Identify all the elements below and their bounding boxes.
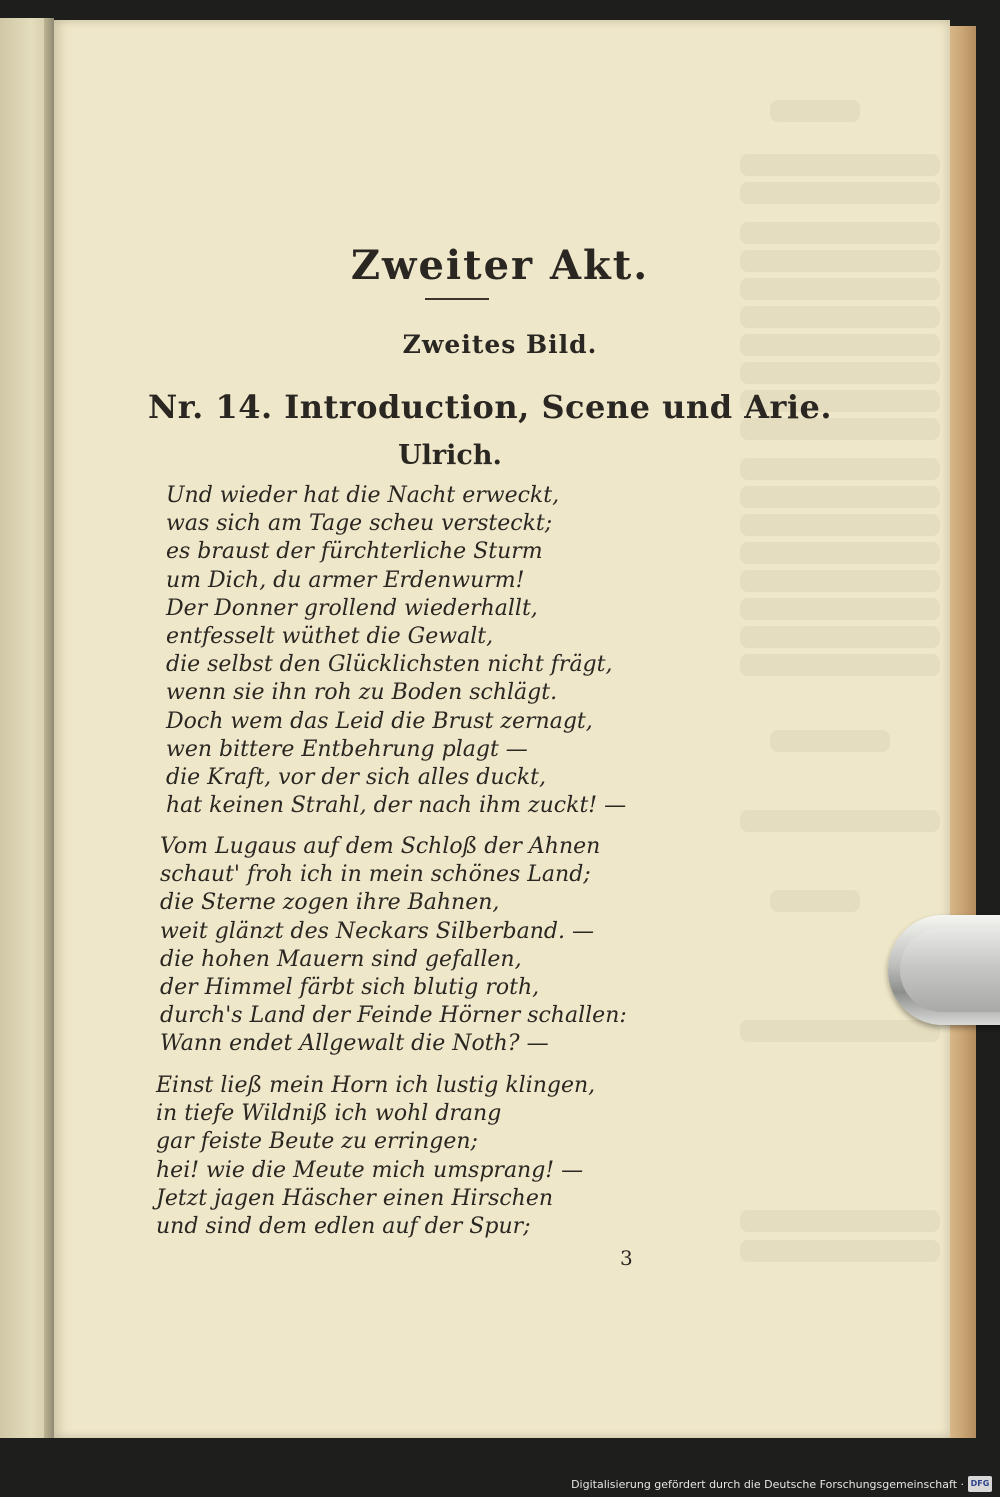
verse-line: wenn sie ihn roh zu Boden schlägt. — [166, 680, 558, 706]
dfg-logo-icon: DFG — [968, 1476, 992, 1492]
verse-line: Und wieder hat die Nacht erweckt, — [166, 483, 560, 508]
verse-line: schaut' froh ich in mein schönes Land; — [160, 862, 591, 888]
verse-line: weit glänzt des Neckars Silberband. — — [160, 918, 594, 944]
verse-line: Der Donner grollend wiederhallt, — [166, 595, 538, 621]
verse-line: der Himmel färbt sich blutig roth, — [160, 975, 540, 1001]
page-number: 3 — [620, 1246, 633, 1270]
verse-line: es braust der fürchterliche Sturm — [166, 539, 543, 565]
verse-line: die Kraft, vor der sich alles duckt, — [166, 765, 547, 791]
scene-title: Zweites Bild. — [402, 330, 598, 359]
verse-line: wen bittere Entbehrung plagt — — [166, 736, 528, 762]
verse-line: was sich am Tage scheu versteckt; — [166, 511, 553, 537]
verse-line: durch's Land der Feinde Hörner schallen: — [160, 1003, 627, 1029]
verse-line: die Sterne zogen ihre Bahnen, — [160, 890, 500, 916]
verse-line: in tiefe Wildniß ich wohl drang — [156, 1101, 502, 1127]
act-title: Zweiter Akt. — [350, 242, 650, 289]
verse-line: die hohen Mauern sind gefallen, — [160, 946, 522, 972]
stanza-3 — [156, 1072, 676, 1241]
verse-line: gar feiste Beute zu erringen; — [156, 1129, 478, 1155]
verse-line: um Dich, du armer Erdenwurm! — [166, 567, 525, 593]
verse-line: hei! wie die Meute mich umsprang! — — [156, 1157, 584, 1183]
page-edge-right — [950, 26, 976, 1438]
verse-line: Jetzt jagen Häscher einen Hirschen — [156, 1185, 554, 1211]
verse-line: Einst ließ mein Horn ich lustig klingen, — [156, 1073, 596, 1098]
verse-line: und sind dem edlen auf der Spur; — [156, 1214, 531, 1240]
verse-line: die selbst den Glücklichsten nicht frägt, — [166, 652, 613, 678]
book-gutter — [44, 18, 54, 1438]
footer-credit: Digitalisierung gefördert durch die Deutsche Forschungsgemeinschaft · — [571, 1478, 964, 1491]
verse-line: hat keinen Strahl, der nach ihm zuckt! — — [166, 793, 627, 819]
verse-line: Wann endet Allgewalt die Noth? — — [160, 1031, 549, 1057]
verse-line: entfesselt wüthet die Gewalt, — [166, 624, 494, 650]
verse-line: Doch wem das Leid die Brust zernagt, — [166, 708, 593, 734]
stanza-2 — [160, 833, 680, 1059]
speaker-name: Ulrich. — [398, 440, 502, 471]
stanza-1 — [166, 482, 686, 820]
number-title: Nr. 14. Introduction, Scene und Arie. — [148, 388, 833, 426]
verse-line: Vom Lugaus auf dem Schloß der Ahnen — [160, 834, 601, 859]
title-rule — [425, 298, 489, 300]
page-clip-highlight — [900, 928, 1000, 1012]
